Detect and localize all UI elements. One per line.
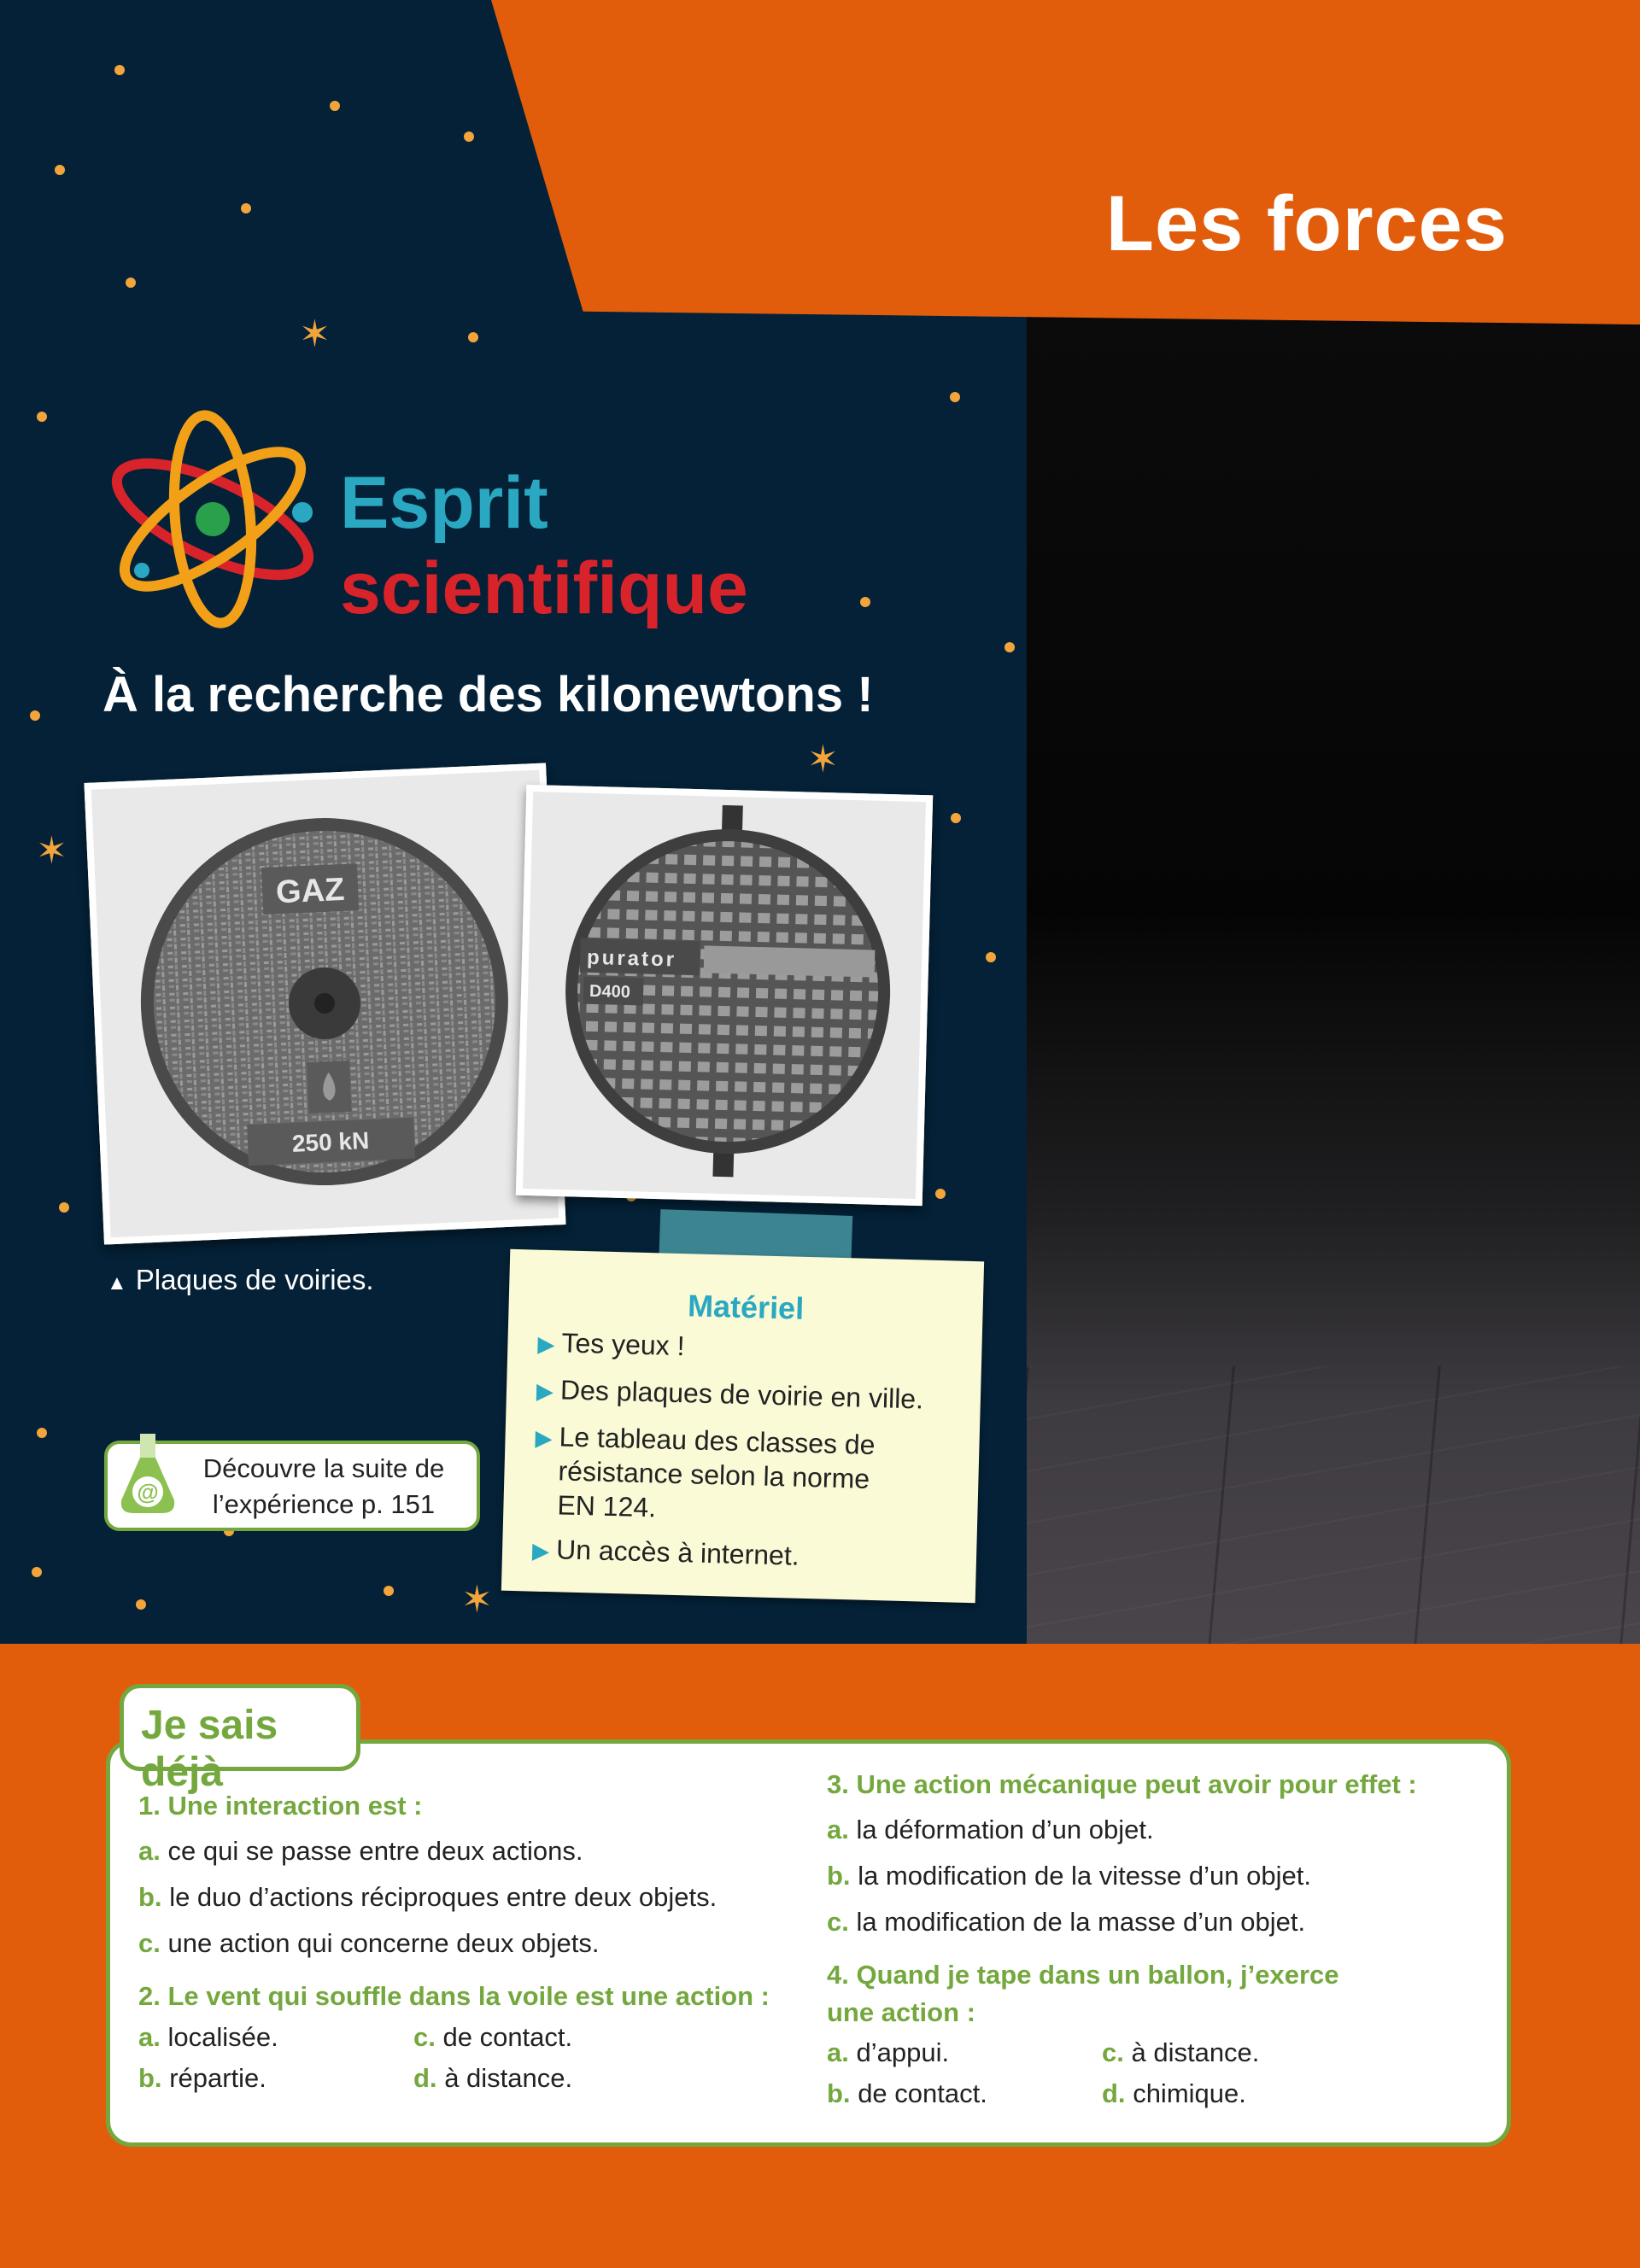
star-dot	[59, 1202, 69, 1213]
quiz-panel	[106, 1739, 1511, 2147]
question-2: 2. Le vent qui souffle dans la voile est une action :	[138, 1981, 770, 2011]
star-dot	[951, 813, 961, 823]
materials-item-continued: EN 124.	[557, 1489, 657, 1523]
star-dot	[468, 332, 478, 342]
plate2-brand-label: purator	[586, 945, 677, 972]
answer-option[interactable]: d. chimique.	[1102, 2078, 1246, 2108]
answer-option[interactable]: c. une action qui concerne deux objets.	[138, 1928, 600, 1958]
answer-option[interactable]: a. ce qui se passe entre deux actions.	[138, 1836, 583, 1866]
bullet-arrow-icon: ▶	[535, 1424, 553, 1452]
quiz-tab-label: Je sais déjà	[141, 1703, 278, 1795]
question-1: 1. Une interaction est :	[138, 1791, 423, 1821]
answer-option[interactable]: c. à distance.	[1102, 2037, 1260, 2067]
purator-manhole-cover-icon	[523, 792, 926, 1199]
star-dot	[986, 952, 996, 962]
star-glyph: ✶	[36, 830, 67, 872]
star-dot	[37, 412, 47, 422]
answer-option[interactable]: a. la déformation d’un objet.	[827, 1815, 1154, 1844]
question-4-line1: 4. Quand je tape dans un ballon, j’exerce	[827, 1960, 1339, 1990]
answer-option[interactable]: b. le duo d’actions réciproques entre deux objets.	[138, 1882, 718, 1912]
experiment-title: À la recherche des kilonewtons !	[102, 667, 874, 722]
star-dot	[464, 132, 474, 142]
chapter-title: Les forces	[1105, 180, 1508, 267]
answer-option[interactable]: a. d’appui.	[827, 2037, 950, 2067]
plate1-bottom-label: 250 kN	[291, 1126, 370, 1157]
materials-note	[501, 1249, 984, 1603]
bullet-arrow-icon: ▶	[531, 1537, 550, 1564]
bullet-arrow-icon: ▶	[537, 1330, 555, 1358]
star-glyph: ✶	[299, 313, 331, 355]
materials-item: ▶ Le tableau des classes de	[535, 1421, 876, 1461]
answer-option[interactable]: b. de contact.	[827, 2078, 987, 2108]
star-dot	[1004, 642, 1015, 652]
answer-option[interactable]: b. la modification de la vitesse d’un objet.	[827, 1861, 1311, 1891]
caption-arrow-icon: ▲	[107, 1271, 127, 1295]
star-dot	[32, 1567, 42, 1577]
star-dot	[860, 597, 870, 607]
star-dot	[30, 710, 40, 721]
link-text-line2[interactable]: l’expérience p. 151	[212, 1489, 436, 1519]
star-dot	[950, 392, 960, 402]
photo-caption	[107, 1264, 374, 1296]
star-dot	[37, 1428, 47, 1438]
star-dot	[55, 165, 65, 175]
question-4-line2: une action :	[827, 1997, 975, 2027]
link-text[interactable]	[183, 1451, 465, 1523]
plate1-top-label: GAZ	[275, 871, 346, 911]
online-experiment-link[interactable]	[104, 1441, 480, 1531]
materials-item: ▶ Tes yeux !	[537, 1327, 685, 1362]
question-3: 3. Une action mécanique peut avoir pour effet :	[827, 1769, 1417, 1799]
materials-item: ▶ Des plaques de voirie en ville.	[536, 1374, 924, 1415]
materials-title: Matériel	[687, 1288, 805, 1326]
chapter-banner	[491, 0, 1640, 324]
star-glyph: ✶	[461, 1579, 493, 1621]
answer-option[interactable]: c. de contact.	[413, 2022, 573, 2052]
star-dot	[935, 1189, 946, 1199]
plate2-class-label: D400	[589, 981, 631, 1002]
manhole-photo-gas	[84, 763, 565, 1244]
answer-option[interactable]: c. la modification de la masse d’un objet.	[827, 1907, 1306, 1937]
link-text-line1[interactable]: Découvre la suite de	[202, 1453, 445, 1483]
logo-text-esprit: Esprit	[340, 462, 548, 544]
answer-option[interactable]: a. localisée.	[138, 2022, 278, 2052]
materials-item-continued: résistance selon la norme	[558, 1455, 870, 1494]
svg-text:@: @	[137, 1479, 159, 1505]
star-glyph: ✶	[807, 739, 839, 780]
logo-text-scientifique: scientifique	[340, 547, 748, 629]
manhole-photo-purator	[516, 785, 933, 1206]
quiz-tab	[120, 1684, 360, 1795]
star-dot	[384, 1586, 394, 1596]
star-dot	[241, 203, 251, 213]
web-flask-icon	[116, 1432, 180, 1517]
star-dot	[126, 278, 136, 288]
answer-option[interactable]: b. répartie.	[138, 2063, 266, 2093]
gas-manhole-cover-icon	[91, 770, 559, 1237]
star-dot	[136, 1599, 146, 1610]
bullet-arrow-icon: ▶	[536, 1377, 554, 1405]
caption-text: Plaques de voiries.	[135, 1264, 374, 1295]
atom-logo-icon	[101, 408, 325, 630]
star-dot	[114, 65, 125, 75]
floor-texture	[1027, 1366, 1640, 1644]
star-dot	[330, 101, 340, 111]
answer-option[interactable]: d. à distance.	[413, 2063, 573, 2093]
materials-item: ▶ Un accès à internet.	[531, 1534, 800, 1571]
